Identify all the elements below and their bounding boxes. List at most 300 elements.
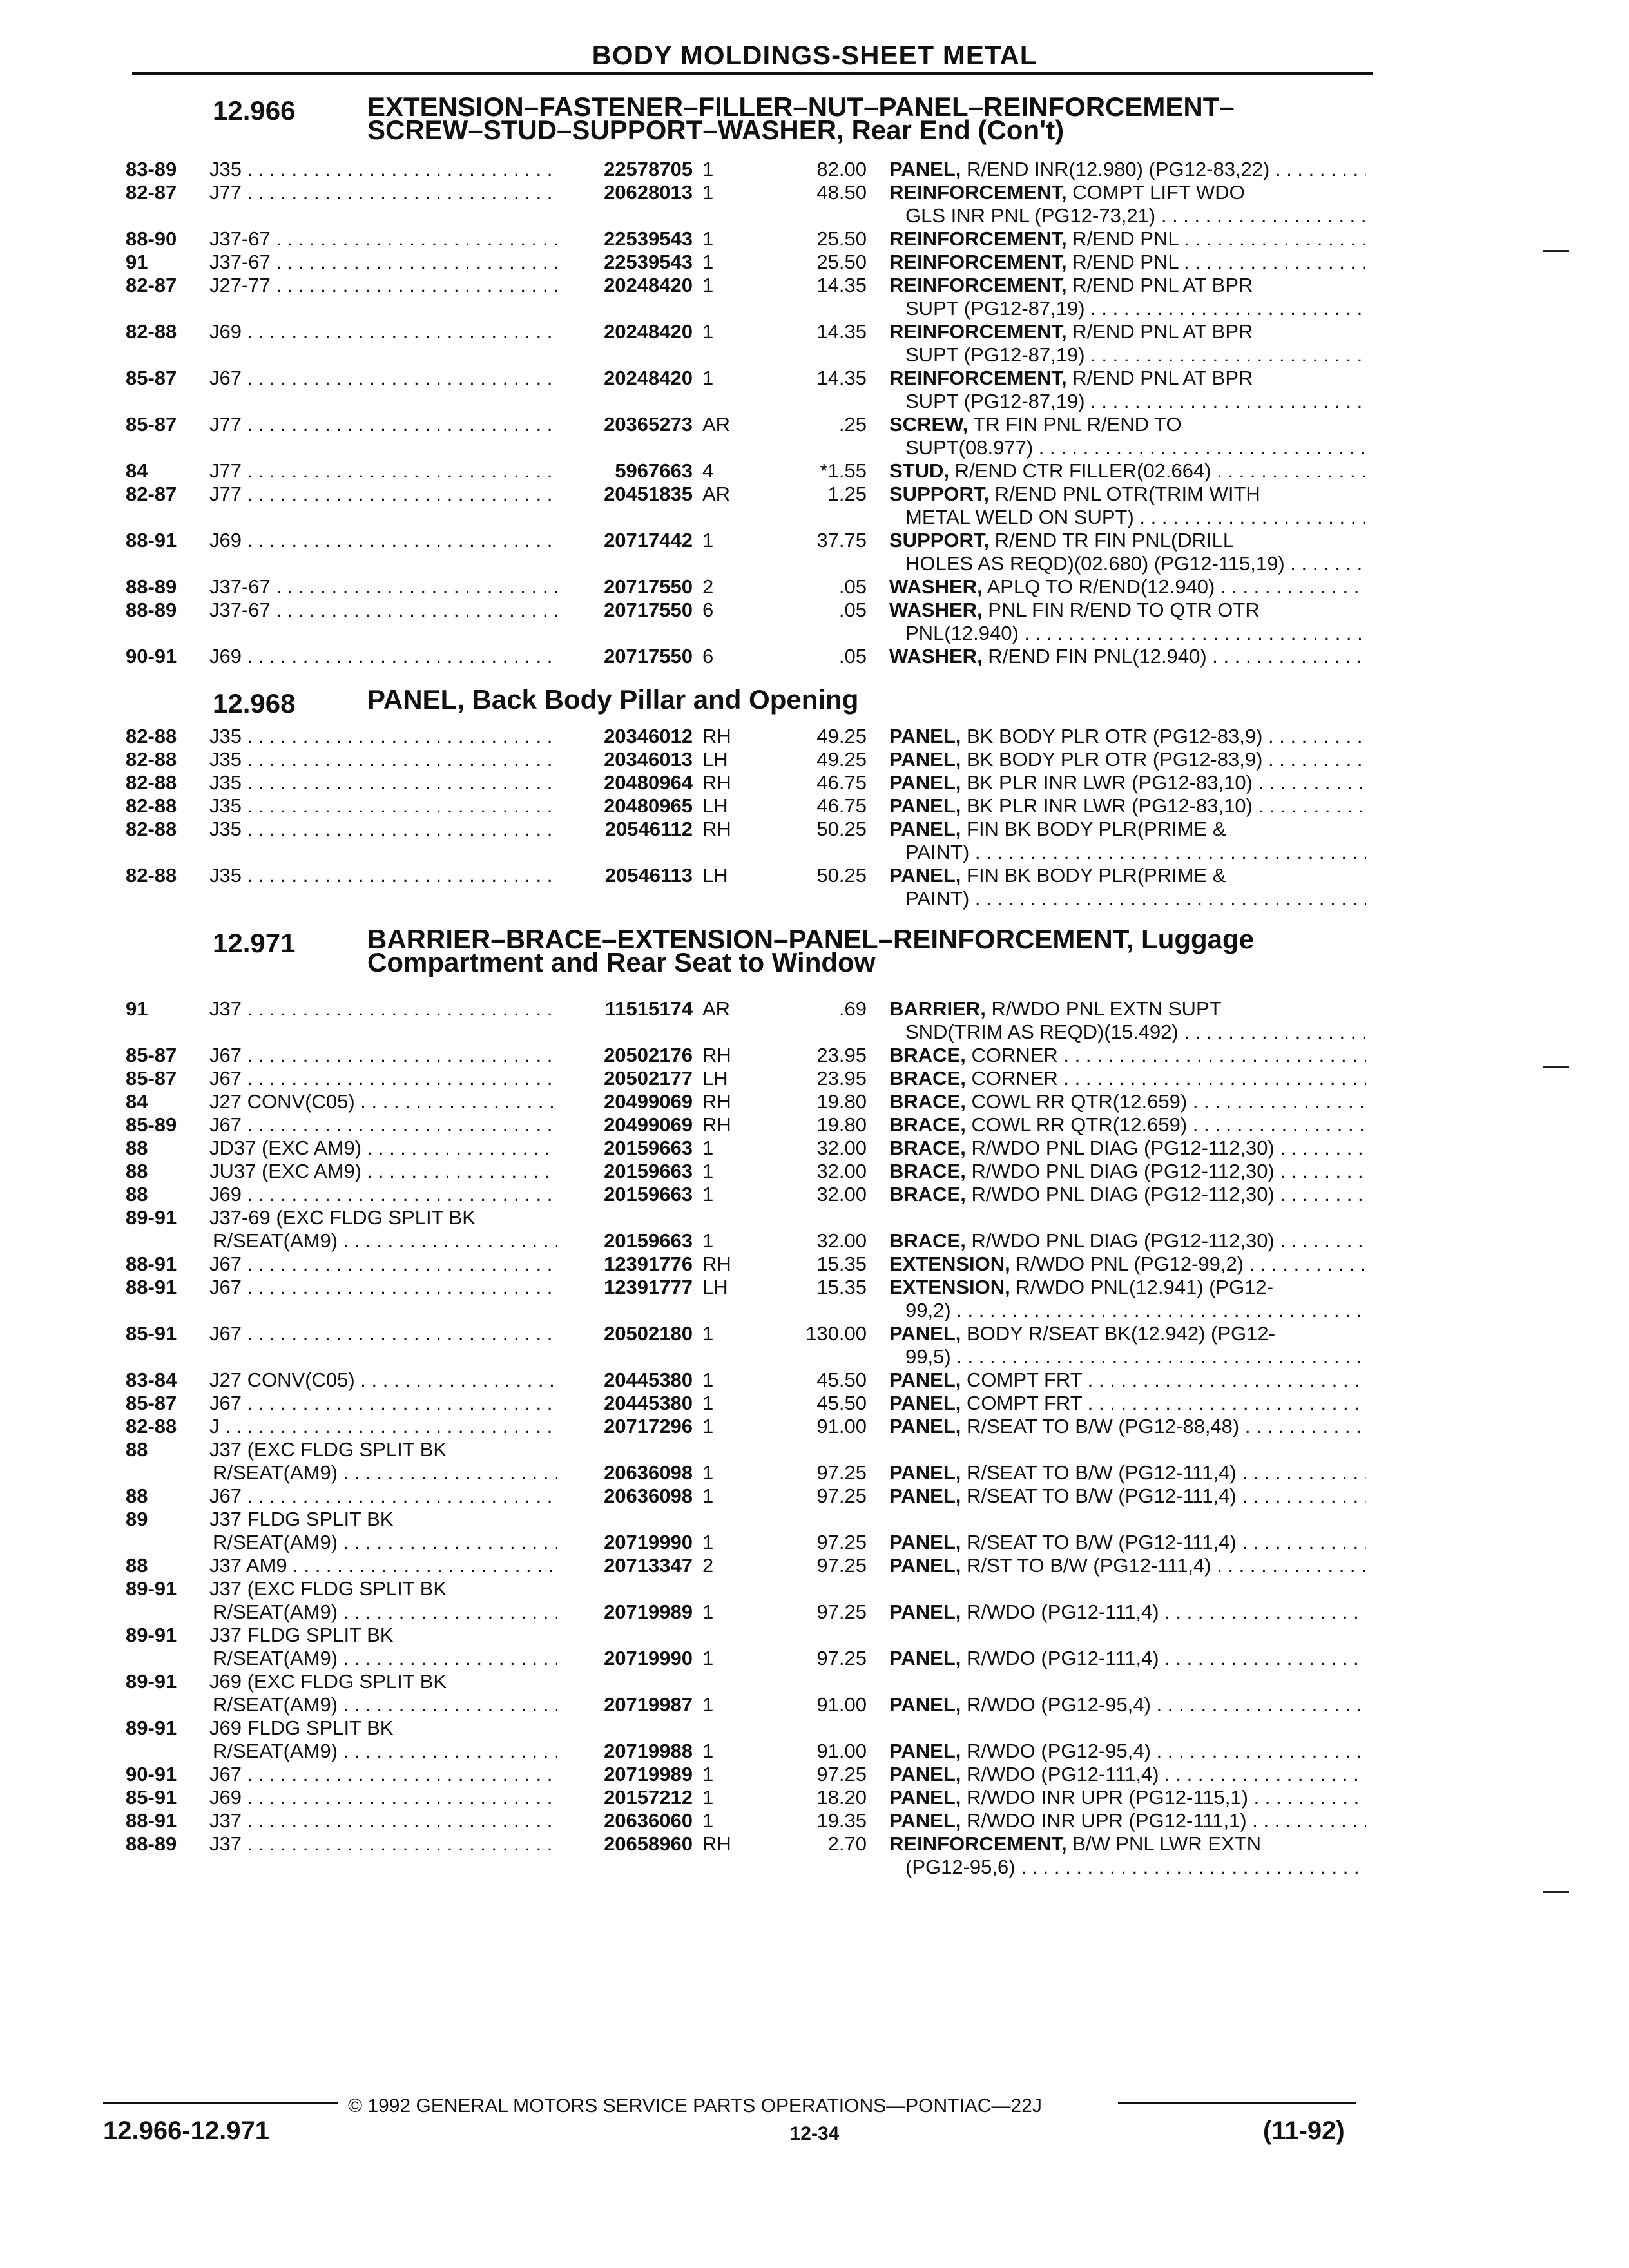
- part-row-continued: [0, 1740, 1629, 1763]
- model-code: [209, 1090, 557, 1113]
- leader-dots: [1285, 552, 1366, 575]
- description-noun: PANEL,: [889, 864, 961, 887]
- leader-dots: [1253, 771, 1366, 794]
- model-code-text: J35: [209, 864, 242, 887]
- model-code: [209, 227, 557, 251]
- quantity: 1: [702, 158, 714, 180]
- part-description: [889, 1183, 1366, 1206]
- model-code-cont: [213, 1600, 557, 1624]
- part-description: [889, 771, 1366, 794]
- description-continued: [905, 1856, 1366, 1879]
- description-noun: STUD,: [889, 459, 949, 482]
- leader-dots: [1237, 1461, 1366, 1484]
- model-code: [209, 1415, 557, 1438]
- part-number: 20248420: [604, 274, 693, 296]
- leader-dots: [951, 1299, 1362, 1321]
- quantity: 1: [702, 1647, 714, 1669]
- part-row: [0, 1160, 1629, 1183]
- part-row: [0, 1415, 1629, 1438]
- leader-dots: [1058, 1044, 1366, 1066]
- part-description: [889, 1090, 1366, 1113]
- part-number: 20499069: [604, 1090, 693, 1113]
- model-code: [209, 794, 557, 818]
- description-continued: [905, 436, 1366, 459]
- model-code-text: J77: [209, 459, 242, 482]
- description-text: R/WDO PNL DIAG (PG12-112,30): [965, 1229, 1275, 1252]
- quantity: RH: [702, 1253, 731, 1275]
- part-description: [889, 794, 1366, 818]
- description-continued: [905, 506, 1366, 529]
- part-row: [0, 413, 1629, 436]
- part-description: [889, 1369, 1366, 1392]
- model-code: J37 (EXC FLDG SPLIT BK: [209, 1577, 447, 1600]
- quantity: 1: [702, 1763, 714, 1785]
- description-noun: BRACE,: [889, 1183, 966, 1206]
- parts-list: [0, 997, 1629, 1879]
- description-text: BK PLR INR LWR (PG12-83,10): [961, 794, 1253, 817]
- description-text: R/ST TO B/W (PG12-111,4): [961, 1554, 1211, 1577]
- part-row: [0, 1577, 1629, 1600]
- quantity: LH: [702, 748, 728, 771]
- part-description: [889, 1276, 1366, 1299]
- leader-dots: [1237, 1531, 1366, 1553]
- part-row: [0, 483, 1629, 506]
- model-years: 88-91: [126, 1253, 177, 1275]
- description-text: R/END FIN PNL(12.940): [982, 645, 1207, 668]
- model-code: [209, 1183, 557, 1206]
- leader-dots: [1239, 1415, 1366, 1437]
- model-code-text: J35: [209, 748, 242, 771]
- quantity: 1: [702, 1183, 714, 1206]
- model-code: [209, 1113, 557, 1137]
- leader-dots: [1211, 459, 1366, 482]
- part-number: 20719990: [604, 1647, 693, 1669]
- quantity: RH: [702, 818, 731, 840]
- section-title-line: BARRIER–BRACE–EXTENSION–PANEL–REINFORCEMENT, Luggage: [367, 924, 1255, 954]
- description-noun: PANEL,: [889, 771, 961, 794]
- footer-page-number: 12-34: [789, 2123, 840, 2144]
- model-code-cont-text: R/SEAT(AM9): [213, 1740, 338, 1762]
- model-code-text: J67: [209, 1067, 242, 1090]
- quantity: 1: [702, 1461, 714, 1484]
- margin-mark: [1543, 1066, 1569, 1068]
- description-text: R/END INR(12.980) (PG12-83,22): [961, 158, 1270, 180]
- model-years: 85-91: [126, 1322, 177, 1345]
- description-continuation: [0, 1021, 1629, 1044]
- price: 32.00: [816, 1183, 867, 1206]
- description-continued: [905, 390, 1366, 413]
- part-row: [0, 158, 1629, 181]
- model-years: 82-87: [126, 483, 177, 505]
- price: 45.50: [816, 1369, 867, 1391]
- section-title: [367, 924, 1360, 977]
- model-code-text: J67: [209, 1322, 242, 1345]
- description-noun: PANEL,: [889, 158, 961, 180]
- description-continued: [905, 1345, 1366, 1369]
- price: 49.25: [816, 725, 867, 747]
- model-code: [209, 1554, 557, 1577]
- description-noun: EXTENSION,: [889, 1276, 1010, 1298]
- model-code-text: J37-67: [209, 227, 271, 250]
- description-continued-text: (PG12-95,6): [905, 1856, 1016, 1878]
- part-row: [0, 864, 1629, 887]
- description-continuation: [0, 506, 1629, 529]
- part-row: [0, 251, 1629, 274]
- model-code: [209, 1137, 557, 1160]
- model-code: [209, 459, 557, 483]
- part-description: [889, 413, 1366, 436]
- description-continued: [905, 622, 1366, 645]
- price: .05: [838, 575, 867, 598]
- part-description: [889, 1229, 1366, 1253]
- part-row: [0, 1137, 1629, 1160]
- part-row: [0, 274, 1629, 297]
- model-code-text: J37-67: [209, 599, 271, 621]
- part-description: [889, 725, 1366, 748]
- model-years: 88: [126, 1137, 148, 1159]
- description-noun: SUPPORT,: [889, 483, 990, 505]
- section-title-line: EXTENSION–FASTENER–FILLER–NUT–PANEL–REINFORCEMENT–: [367, 91, 1235, 122]
- model-code-text: J67: [209, 1044, 242, 1066]
- leader-dots: [1085, 343, 1366, 366]
- parts-list: [0, 725, 1629, 910]
- price: 97.25: [816, 1600, 867, 1623]
- price: 130.00: [805, 1322, 867, 1345]
- description-noun: SCREW,: [889, 413, 969, 436]
- part-number: 20546112: [604, 818, 693, 840]
- part-number: 20717550: [604, 645, 693, 668]
- part-description: [889, 1693, 1366, 1716]
- model-code-cont-text: R/SEAT(AM9): [213, 1229, 338, 1252]
- section-title-line: Compartment and Rear Seat to Window: [367, 947, 876, 977]
- part-description: [889, 1137, 1366, 1160]
- model-code: [209, 645, 557, 668]
- model-code-cont: [213, 1229, 557, 1253]
- model-code-text: J35: [209, 158, 242, 180]
- leader-dots: [1275, 1183, 1366, 1206]
- part-row: [0, 645, 1629, 668]
- description-noun: PANEL,: [889, 748, 961, 771]
- model-code-text: J67: [209, 1276, 242, 1298]
- description-text: COMPT FRT: [961, 1369, 1083, 1391]
- price: .05: [838, 645, 867, 668]
- quantity: 6: [702, 645, 714, 668]
- description-noun: PANEL,: [889, 1786, 961, 1809]
- part-description: [889, 529, 1366, 552]
- part-row: [0, 1044, 1629, 1067]
- section-title-line: SCREW–STUD–SUPPORT–WASHER, Rear End (Con't): [367, 115, 1065, 145]
- description-noun: PANEL,: [889, 1763, 961, 1785]
- model-code: [209, 1067, 557, 1090]
- quantity: AR: [702, 413, 731, 436]
- quantity: 1: [702, 181, 714, 204]
- model-code: [209, 413, 557, 436]
- model-code: [209, 1253, 557, 1276]
- description-noun: PANEL,: [889, 1322, 961, 1345]
- model-code-cont-text: R/SEAT(AM9): [213, 1693, 338, 1716]
- leader-dots: [1211, 1554, 1366, 1577]
- price: 50.25: [816, 864, 867, 887]
- description-noun: PANEL,: [889, 1485, 961, 1507]
- price: 25.50: [816, 227, 867, 250]
- model-code-text: J67: [209, 1253, 242, 1275]
- model-years: 83-89: [126, 158, 177, 180]
- description-noun: PANEL,: [889, 794, 961, 817]
- model-code-text: J27 CONV(C05): [209, 1090, 355, 1113]
- description-continuation: [0, 1299, 1629, 1322]
- part-row: [0, 1276, 1629, 1299]
- quantity: 1: [702, 1415, 714, 1437]
- part-number: 22578705: [604, 158, 693, 180]
- part-row: [0, 1253, 1629, 1276]
- part-row: [0, 1090, 1629, 1113]
- description-continuation: [0, 552, 1629, 575]
- model-years: 82-87: [126, 274, 177, 296]
- model-years: 89-91: [126, 1577, 177, 1600]
- model-code: J69 (EXC FLDG SPLIT BK: [209, 1670, 447, 1693]
- description-text: R/WDO (PG12-111,4): [961, 1647, 1159, 1669]
- quantity: RH: [702, 1113, 731, 1136]
- price: 32.00: [816, 1160, 867, 1182]
- model-code-cont-text: R/SEAT(AM9): [213, 1531, 338, 1553]
- model-code: [209, 864, 557, 887]
- description-noun: REINFORCEMENT,: [889, 274, 1067, 296]
- leader-dots: [1179, 1021, 1366, 1043]
- leader-dots: [1019, 622, 1366, 644]
- model-code-cont-text: R/SEAT(AM9): [213, 1647, 338, 1669]
- model-code-cont: [213, 1647, 557, 1670]
- description-text: CORNER: [965, 1044, 1058, 1066]
- description-noun: PANEL,: [889, 1531, 961, 1553]
- part-number: 20502176: [604, 1044, 693, 1066]
- quantity: LH: [702, 794, 728, 817]
- part-row: [0, 529, 1629, 552]
- part-number: 20717550: [604, 575, 693, 598]
- quantity: 6: [702, 599, 714, 621]
- description-continuation: [0, 390, 1629, 413]
- leader-dots: [951, 1345, 1362, 1368]
- leader-dots: [1207, 645, 1366, 668]
- part-number: 20658960: [604, 1832, 693, 1855]
- price: 97.25: [816, 1531, 867, 1553]
- model-years: 89: [126, 1508, 148, 1530]
- part-number: 20502180: [604, 1322, 693, 1345]
- description-continued-text: SUPT (PG12-87,19): [905, 297, 1085, 320]
- description-continued: [905, 204, 1366, 227]
- part-row: [0, 599, 1629, 622]
- part-row: [0, 1206, 1629, 1229]
- description-continued-text: HOLES AS REQD)(02.680) (PG12-115,19): [905, 552, 1285, 575]
- part-number: 20719989: [604, 1600, 693, 1623]
- part-number: 20719990: [604, 1531, 693, 1553]
- part-row: [0, 227, 1629, 251]
- description-text: R/END TR FIN PNL(DRILL: [989, 529, 1235, 552]
- part-description: [889, 997, 1366, 1021]
- model-years: 85-91: [126, 1786, 177, 1809]
- part-row: [0, 1786, 1629, 1809]
- price: 15.35: [816, 1276, 867, 1298]
- description-noun: BRACE,: [889, 1044, 966, 1066]
- model-code-text: J35: [209, 818, 242, 840]
- model-code-text: J69: [209, 1183, 242, 1206]
- quantity: RH: [702, 1044, 731, 1066]
- part-description: [889, 575, 1366, 599]
- quantity: 1: [702, 274, 714, 296]
- leader-dots: [1237, 1485, 1366, 1507]
- quantity: AR: [702, 483, 731, 505]
- description-noun: BRACE,: [889, 1160, 966, 1182]
- description-continued-text: PNL(12.940): [905, 622, 1019, 644]
- description-noun: REINFORCEMENT,: [889, 227, 1067, 250]
- leader-dots: [1082, 1369, 1366, 1391]
- description-text: R/WDO PNL DIAG (PG12-112,30): [965, 1183, 1275, 1206]
- description-continued-text: METAL WELD ON SUPT): [905, 506, 1134, 528]
- part-number: 20719988: [604, 1740, 693, 1762]
- part-row: [0, 1438, 1629, 1461]
- price: 23.95: [816, 1067, 867, 1090]
- model-code-text: J35: [209, 794, 242, 817]
- leader-dots: [1151, 1693, 1366, 1716]
- description-text: R/END PNL AT BPR: [1066, 274, 1253, 296]
- description-noun: BRACE,: [889, 1229, 966, 1252]
- model-years: 85-87: [126, 1392, 177, 1414]
- part-number: 20636060: [604, 1809, 693, 1832]
- part-number: 20451835: [604, 483, 693, 505]
- description-continued: [905, 1299, 1366, 1322]
- description-text: FIN BK BODY PLR(PRIME &: [961, 864, 1226, 887]
- model-code: [209, 320, 557, 343]
- quantity: 2: [702, 575, 714, 598]
- part-row: [0, 1554, 1629, 1577]
- model-code: [209, 1763, 557, 1786]
- price: 25.50: [816, 251, 867, 273]
- description-text: CORNER: [965, 1067, 1058, 1090]
- model-years: 85-89: [126, 1113, 177, 1136]
- part-number: 20346012: [604, 725, 693, 747]
- part-description: [889, 181, 1366, 204]
- part-description: [889, 1461, 1366, 1485]
- part-number: 20365273: [604, 413, 693, 436]
- model-code: [209, 1160, 557, 1183]
- model-years: 89-91: [126, 1670, 177, 1693]
- description-continuation: [0, 841, 1629, 864]
- model-code: [209, 1276, 557, 1299]
- part-description: [889, 158, 1366, 181]
- model-code-cont: [213, 1693, 557, 1716]
- model-code: [209, 181, 557, 204]
- description-text: R/SEAT TO B/W (PG12-88,48): [961, 1415, 1240, 1437]
- model-years: 90-91: [126, 645, 177, 668]
- header-rule: [132, 72, 1373, 75]
- model-code: J69 FLDG SPLIT BK: [209, 1716, 394, 1739]
- model-years: 89-91: [126, 1206, 177, 1229]
- part-description: [889, 274, 1366, 297]
- model-years: 89-91: [126, 1624, 177, 1646]
- part-row: [0, 1832, 1629, 1856]
- price: 97.25: [816, 1763, 867, 1785]
- model-code: [209, 771, 557, 794]
- model-code-text: J: [209, 1415, 220, 1437]
- price: 50.25: [816, 818, 867, 840]
- leader-dots: [1275, 1137, 1366, 1159]
- price: 37.75: [816, 529, 867, 552]
- description-text: FIN BK BODY PLR(PRIME &: [961, 818, 1226, 840]
- part-description: [889, 748, 1366, 771]
- quantity: LH: [702, 1067, 728, 1090]
- part-number: 20159663: [604, 1229, 693, 1252]
- description-text: B/W PNL LWR EXTN: [1066, 1832, 1261, 1855]
- description-text: R/WDO (PG12-111,4): [961, 1600, 1159, 1623]
- part-description: [889, 1809, 1366, 1832]
- model-code: [209, 1369, 557, 1392]
- price: 49.25: [816, 748, 867, 771]
- part-number: 20445380: [604, 1392, 693, 1414]
- part-number: 20636098: [604, 1461, 693, 1484]
- model-years: 82-87: [126, 181, 177, 204]
- model-years: 85-87: [126, 1044, 177, 1066]
- quantity: 1: [702, 1531, 714, 1553]
- model-code: [209, 529, 557, 552]
- part-row: [0, 794, 1629, 818]
- part-number: 20713347: [604, 1554, 693, 1577]
- description-continued-text: SND(TRIM AS REQD)(15.492): [905, 1021, 1179, 1043]
- model-code-text: J35: [209, 725, 242, 747]
- quantity: 1: [702, 1693, 714, 1716]
- price: 46.75: [816, 771, 867, 794]
- description-noun: EXTENSION,: [889, 1253, 1010, 1275]
- model-code: [209, 1786, 557, 1809]
- part-description: [889, 1253, 1366, 1276]
- quantity: 1: [702, 529, 714, 552]
- description-continuation: [0, 1345, 1629, 1369]
- part-description: [889, 1415, 1366, 1438]
- part-row: [0, 818, 1629, 841]
- part-description: [889, 1392, 1366, 1415]
- leader-dots: [1159, 1647, 1366, 1669]
- description-text: BK BODY PLR OTR (PG12-83,9): [961, 748, 1263, 771]
- leader-dots: [1275, 1229, 1366, 1252]
- model-code-text: J37: [209, 1809, 242, 1832]
- parts-list: [0, 158, 1629, 668]
- model-code-text: J27 CONV(C05): [209, 1369, 355, 1391]
- description-continuation: [0, 297, 1629, 320]
- part-row-continued: [0, 1647, 1629, 1670]
- model-code-text: J37-67: [209, 251, 271, 273]
- model-code: [209, 818, 557, 841]
- part-description: [889, 1044, 1366, 1067]
- model-code-cont: [213, 1740, 557, 1763]
- description-text: R/WDO PNL EXTN SUPT: [985, 997, 1222, 1020]
- part-description: [889, 1600, 1366, 1624]
- leader-dots: [1262, 725, 1366, 747]
- price: 2.70: [827, 1832, 867, 1855]
- part-number: 20719987: [604, 1693, 693, 1716]
- description-text: COMPT LIFT WDO: [1066, 181, 1245, 204]
- section-title: [367, 91, 1360, 145]
- price: 97.25: [816, 1461, 867, 1484]
- description-noun: PANEL,: [889, 1554, 961, 1577]
- model-code-text: JD37 (EXC AM9): [209, 1137, 362, 1159]
- part-number: 20445380: [604, 1369, 693, 1391]
- description-noun: PANEL,: [889, 818, 961, 840]
- price: 18.20: [816, 1786, 867, 1809]
- quantity: LH: [702, 1276, 728, 1298]
- margin-mark: [1543, 250, 1569, 252]
- model-years: 82-88: [126, 771, 177, 794]
- model-code: [209, 1809, 557, 1832]
- leader-dots: [1244, 1253, 1366, 1275]
- part-row-continued: [0, 1229, 1629, 1253]
